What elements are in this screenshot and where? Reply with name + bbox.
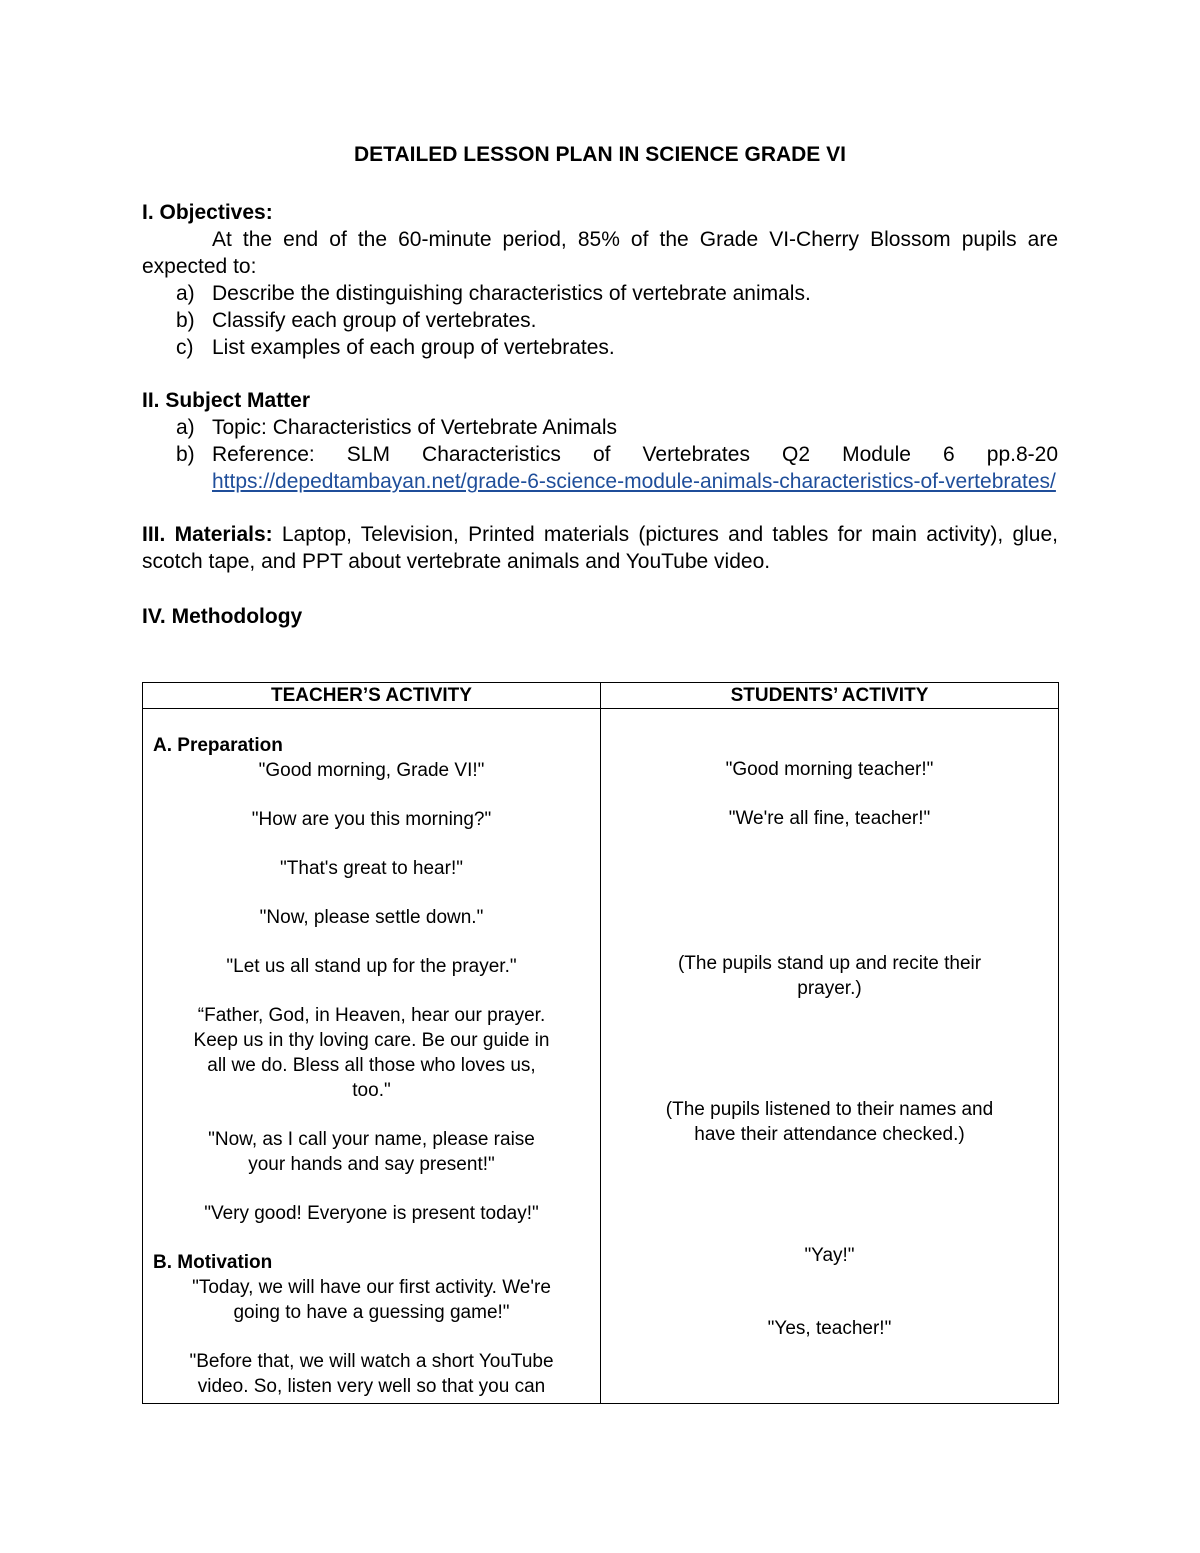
methodology-table xyxy=(142,682,1059,1404)
subject-matter-list xyxy=(142,414,1058,495)
students-column-header: STUDENTS’ ACTIVITY xyxy=(601,683,1059,709)
materials-text: Laptop, Television, Printed materials (pictures and tables for main activity), glue, scotch tape, and PPT about vertebrate animals and YouTube video. xyxy=(142,523,1058,573)
list-item: c) List examples of each group of vertebrates. xyxy=(176,336,615,359)
materials-label: III. Materials: xyxy=(142,523,273,546)
list-item: b) Reference: SLM Characteristics of Vertebrates Q2 Module 6 pp.8-20 https://depedtambayan.net/grade-6-science-module-animals-characteristics-of-vertebrates/ xyxy=(176,443,1058,493)
methodology-heading: IV. Methodology xyxy=(142,605,303,628)
objectives-list xyxy=(142,280,1058,361)
objectives-intro: At the end of the 60-minute period, 85% of the Grade VI-Cherry Blossom pupils are expected to: xyxy=(142,228,1058,278)
students-activity-cell: "Good morning teacher!" "We're all fine, teacher!" (The pupils stand up and recite their prayer.) (The pupils listened to their names and have their attendance checked.) "Yay!" "Yes, teacher!" xyxy=(601,709,1059,1404)
teacher-activity-cell: A. Preparation "Good morning, Grade VI!" "How are you this morning?" "That's great to hear!" "Now, please settle down." "Let us all stand up for the prayer." “Father, God, in Heaven, hear our prayer. Keep us in thy loving care. Be our guide in all we do. Bless all those who loves us, too." "Now, as I call your name, please raise your hands and say present!" "Very good! Everyone is present today!" B. Motivation "Today, we will have our first activity. We're going to have a guessing game!" "Before that, we will watch a short YouTube video. So, listen very well so that you can xyxy=(143,709,601,1404)
preparation-heading: A. Preparation xyxy=(153,735,283,756)
reference-link[interactable]: https://depedtambayan.net/grade-6-science-module-animals-characteristics-of-vertebrates/ xyxy=(212,470,1056,493)
list-item: a) Describe the distinguishing characteristics of vertebrate animals. xyxy=(176,282,811,305)
subject-matter-heading: II. Subject Matter xyxy=(142,389,311,412)
document-page xyxy=(142,141,1058,630)
objectives-heading: I. Objectives: xyxy=(142,201,273,224)
list-item: b) Classify each group of vertebrates. xyxy=(176,309,537,332)
materials-paragraph xyxy=(142,521,1058,575)
motivation-heading: B. Motivation xyxy=(153,1252,273,1273)
list-item: a) Topic: Characteristics of Vertebrate Animals xyxy=(176,416,618,439)
teacher-column-header: TEACHER’S ACTIVITY xyxy=(143,683,601,709)
page-title: DETAILED LESSON PLAN IN SCIENCE GRADE VI xyxy=(354,143,846,166)
